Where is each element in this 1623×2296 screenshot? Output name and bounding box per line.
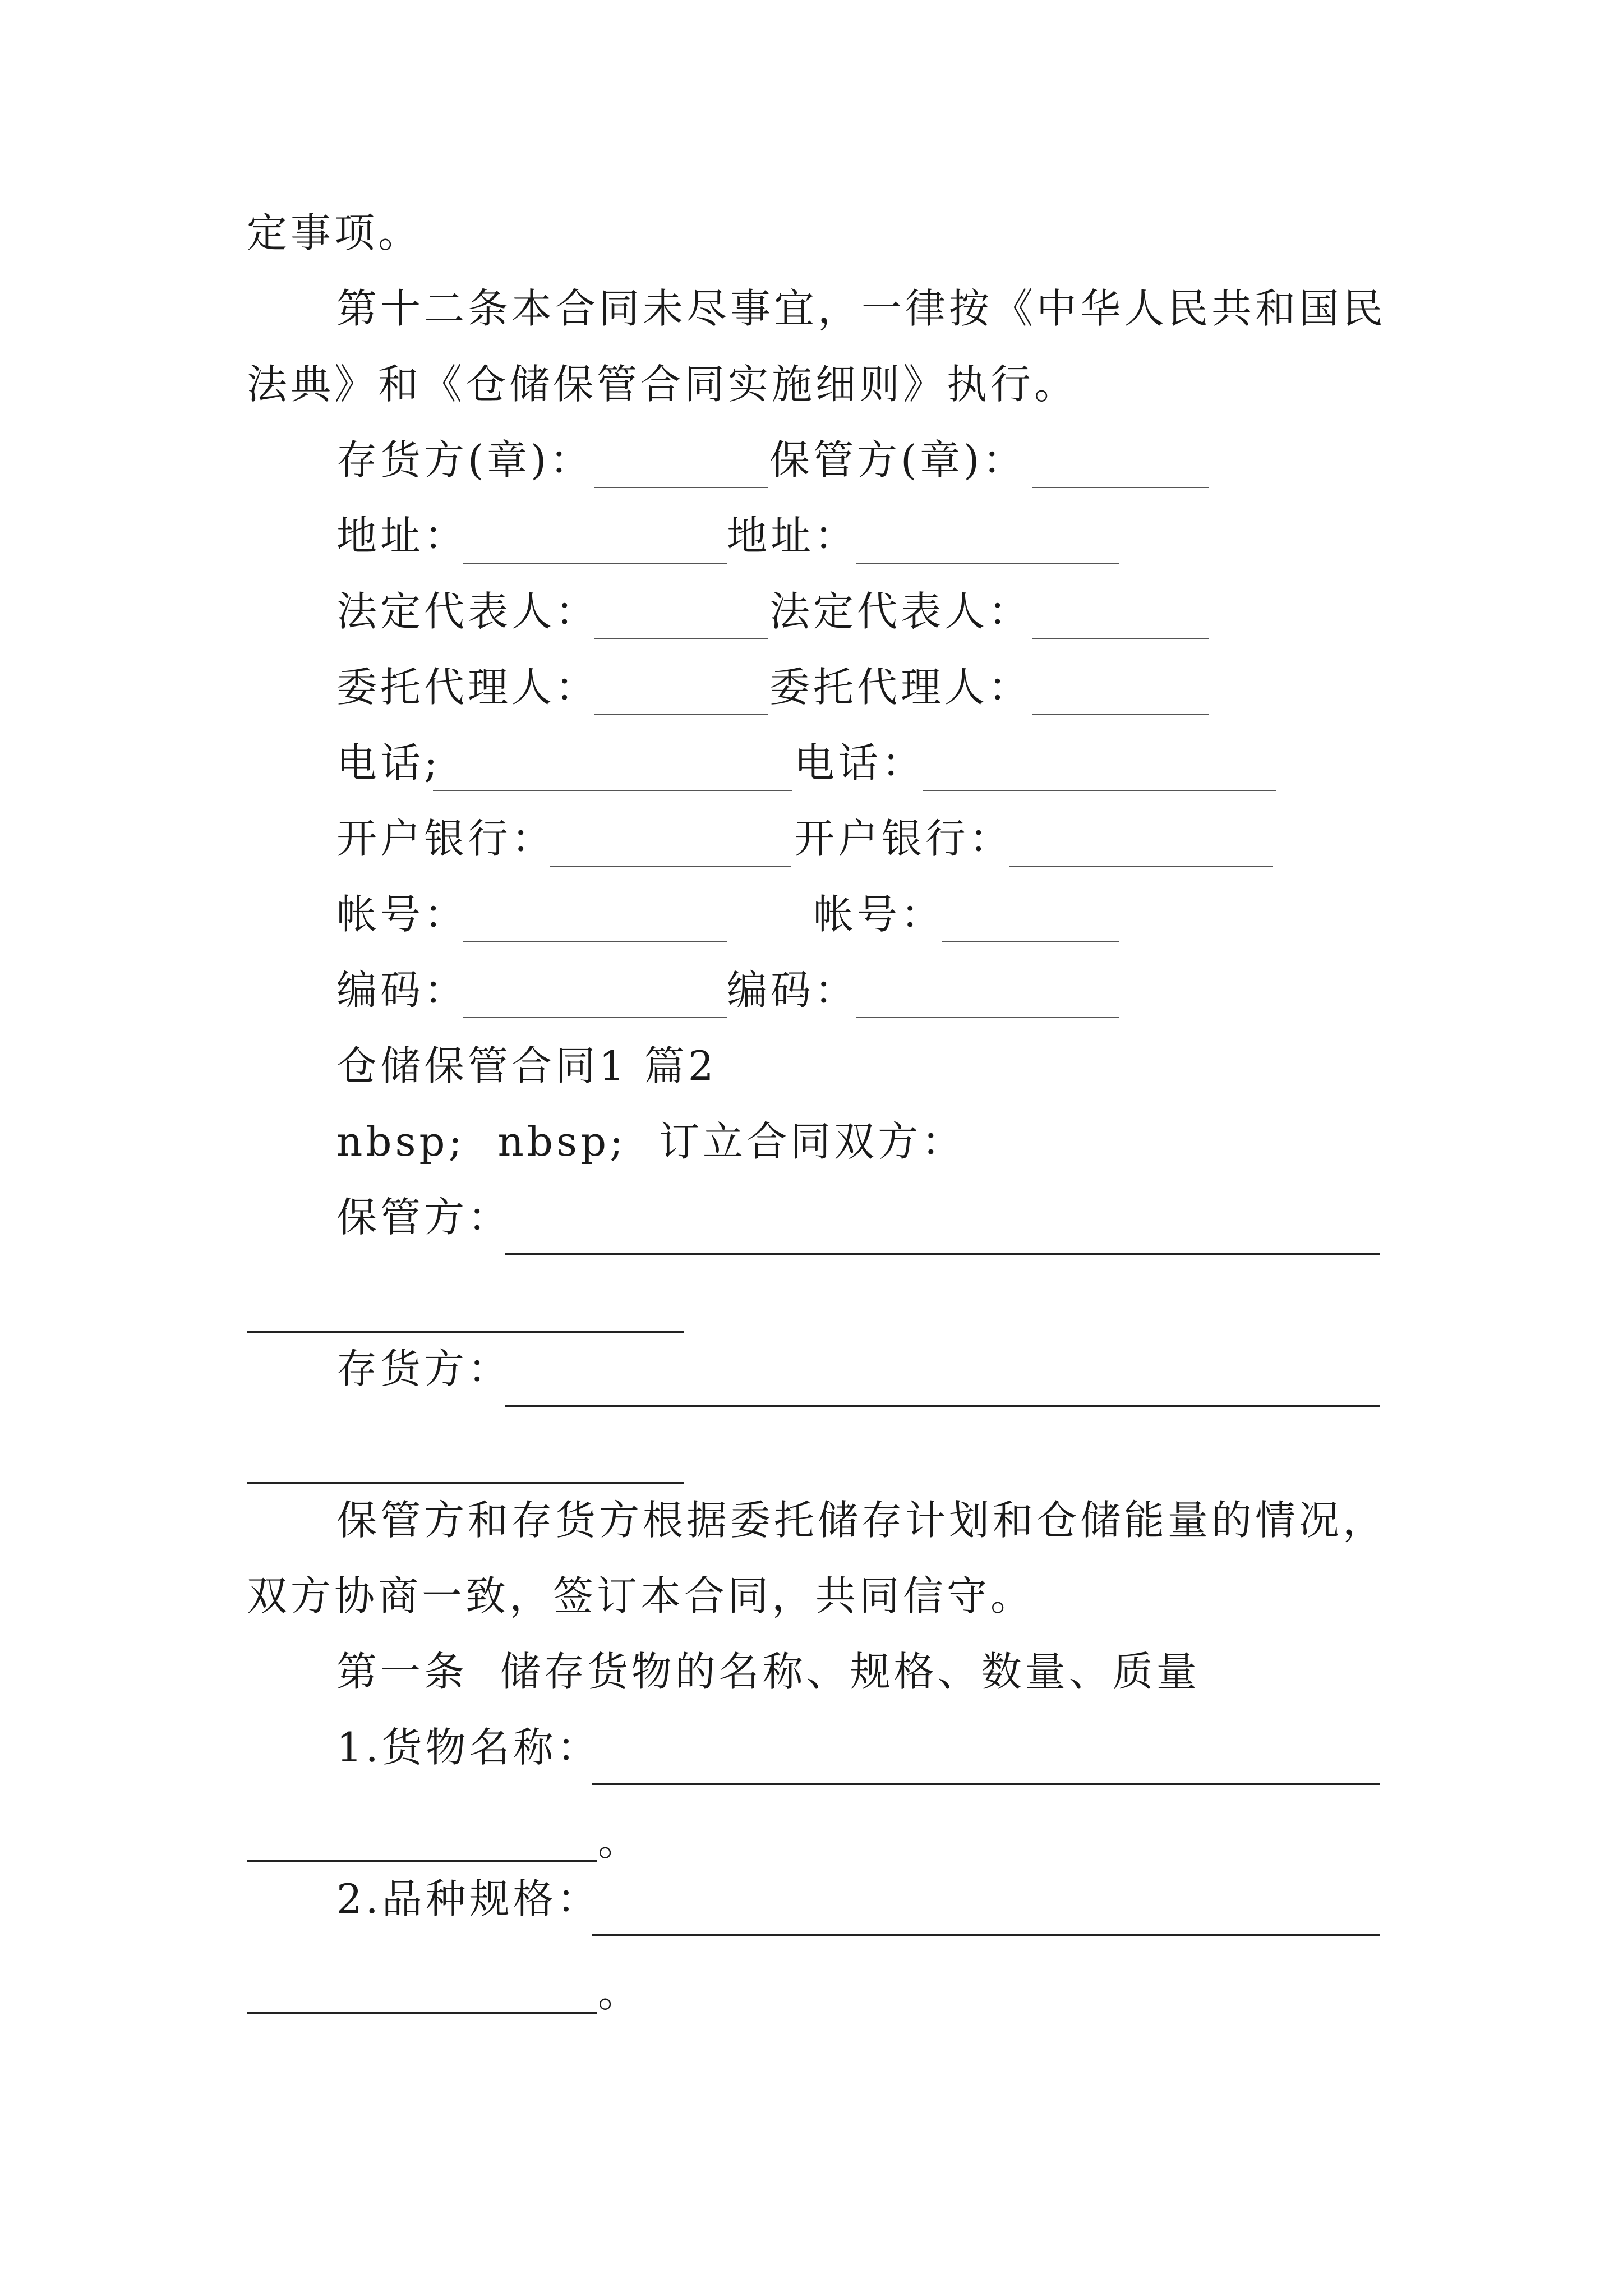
text-line: 定事项。 xyxy=(247,209,422,256)
depositor-seal-label: 存货方(章)： xyxy=(336,436,594,484)
address-label: 地址： xyxy=(727,512,859,559)
article-1-heading: 第一条 储存货物的名称、规格、数量、质量 xyxy=(336,1648,1200,1695)
legal-rep-label: 法定代表人： xyxy=(769,588,1032,635)
blank-field xyxy=(505,1253,1380,1255)
spec-label: 2.品种规格： xyxy=(336,1875,601,1922)
blank-field xyxy=(1032,714,1209,715)
bank-label: 开户银行： xyxy=(336,815,556,862)
bank-label: 开户银行： xyxy=(794,815,1013,862)
clause-12-line-2: 法典》和《仓储保管合同实施细则》执行。 xyxy=(247,361,1078,408)
custodian-label: 保管方： xyxy=(336,1194,512,1241)
blank-field xyxy=(594,638,768,639)
goods-name-label: 1.货物名称： xyxy=(336,1724,601,1771)
blank-field xyxy=(592,1783,1380,1785)
preamble-line-1: 保管方和存货方根据委托储存计划和仓储能量的情况， xyxy=(336,1497,1387,1544)
blank-field xyxy=(1009,866,1273,867)
phone-label: 电话; xyxy=(336,739,441,786)
blank-field xyxy=(856,563,1119,564)
blank-field xyxy=(594,487,768,488)
depositor-label: 存货方： xyxy=(336,1345,512,1392)
period-mark: 。 xyxy=(598,1818,642,1865)
blank-field xyxy=(463,563,727,564)
account-label: 帐号： xyxy=(336,891,468,938)
code-label: 编码： xyxy=(727,967,859,1014)
blank-field xyxy=(433,790,792,791)
blank-field xyxy=(856,1017,1119,1018)
blank-field xyxy=(463,941,727,942)
blank-field xyxy=(1032,487,1209,488)
address-label: 地址： xyxy=(336,512,468,559)
legal-rep-label: 法定代表人： xyxy=(336,588,600,635)
agent-label: 委托代理人： xyxy=(769,664,1032,711)
blank-field xyxy=(942,941,1119,942)
blank-field xyxy=(247,2012,597,2014)
code-label: 编码： xyxy=(336,967,468,1014)
blank-field xyxy=(1032,638,1209,639)
period-mark: 。 xyxy=(598,1969,642,2016)
blank-field xyxy=(463,1017,727,1018)
blank-field xyxy=(550,866,791,867)
blank-field xyxy=(247,1482,684,1484)
blank-field xyxy=(247,1860,597,1862)
custodian-seal-label: 保管方(章)： xyxy=(769,436,1027,484)
blank-field xyxy=(592,1934,1380,1936)
agent-label: 委托代理人： xyxy=(336,664,600,711)
parties-intro: nbsp; nbsp; 订立合同双方： xyxy=(336,1118,966,1165)
phone-label: 电话： xyxy=(794,739,926,786)
preamble-line-2: 双方协商一致，签订本合同，共同信守。 xyxy=(247,1572,1035,1619)
blank-field xyxy=(247,1331,684,1333)
blank-field xyxy=(594,714,768,715)
clause-12-line-1: 第十二条本合同未尽事宜，一律按《中华人民共和国民 xyxy=(336,285,1387,332)
section-heading: 仓储保管合同1 篇2 xyxy=(336,1042,717,1089)
account-label: 帐号： xyxy=(813,891,945,938)
blank-field xyxy=(505,1405,1380,1407)
blank-field xyxy=(923,790,1276,791)
